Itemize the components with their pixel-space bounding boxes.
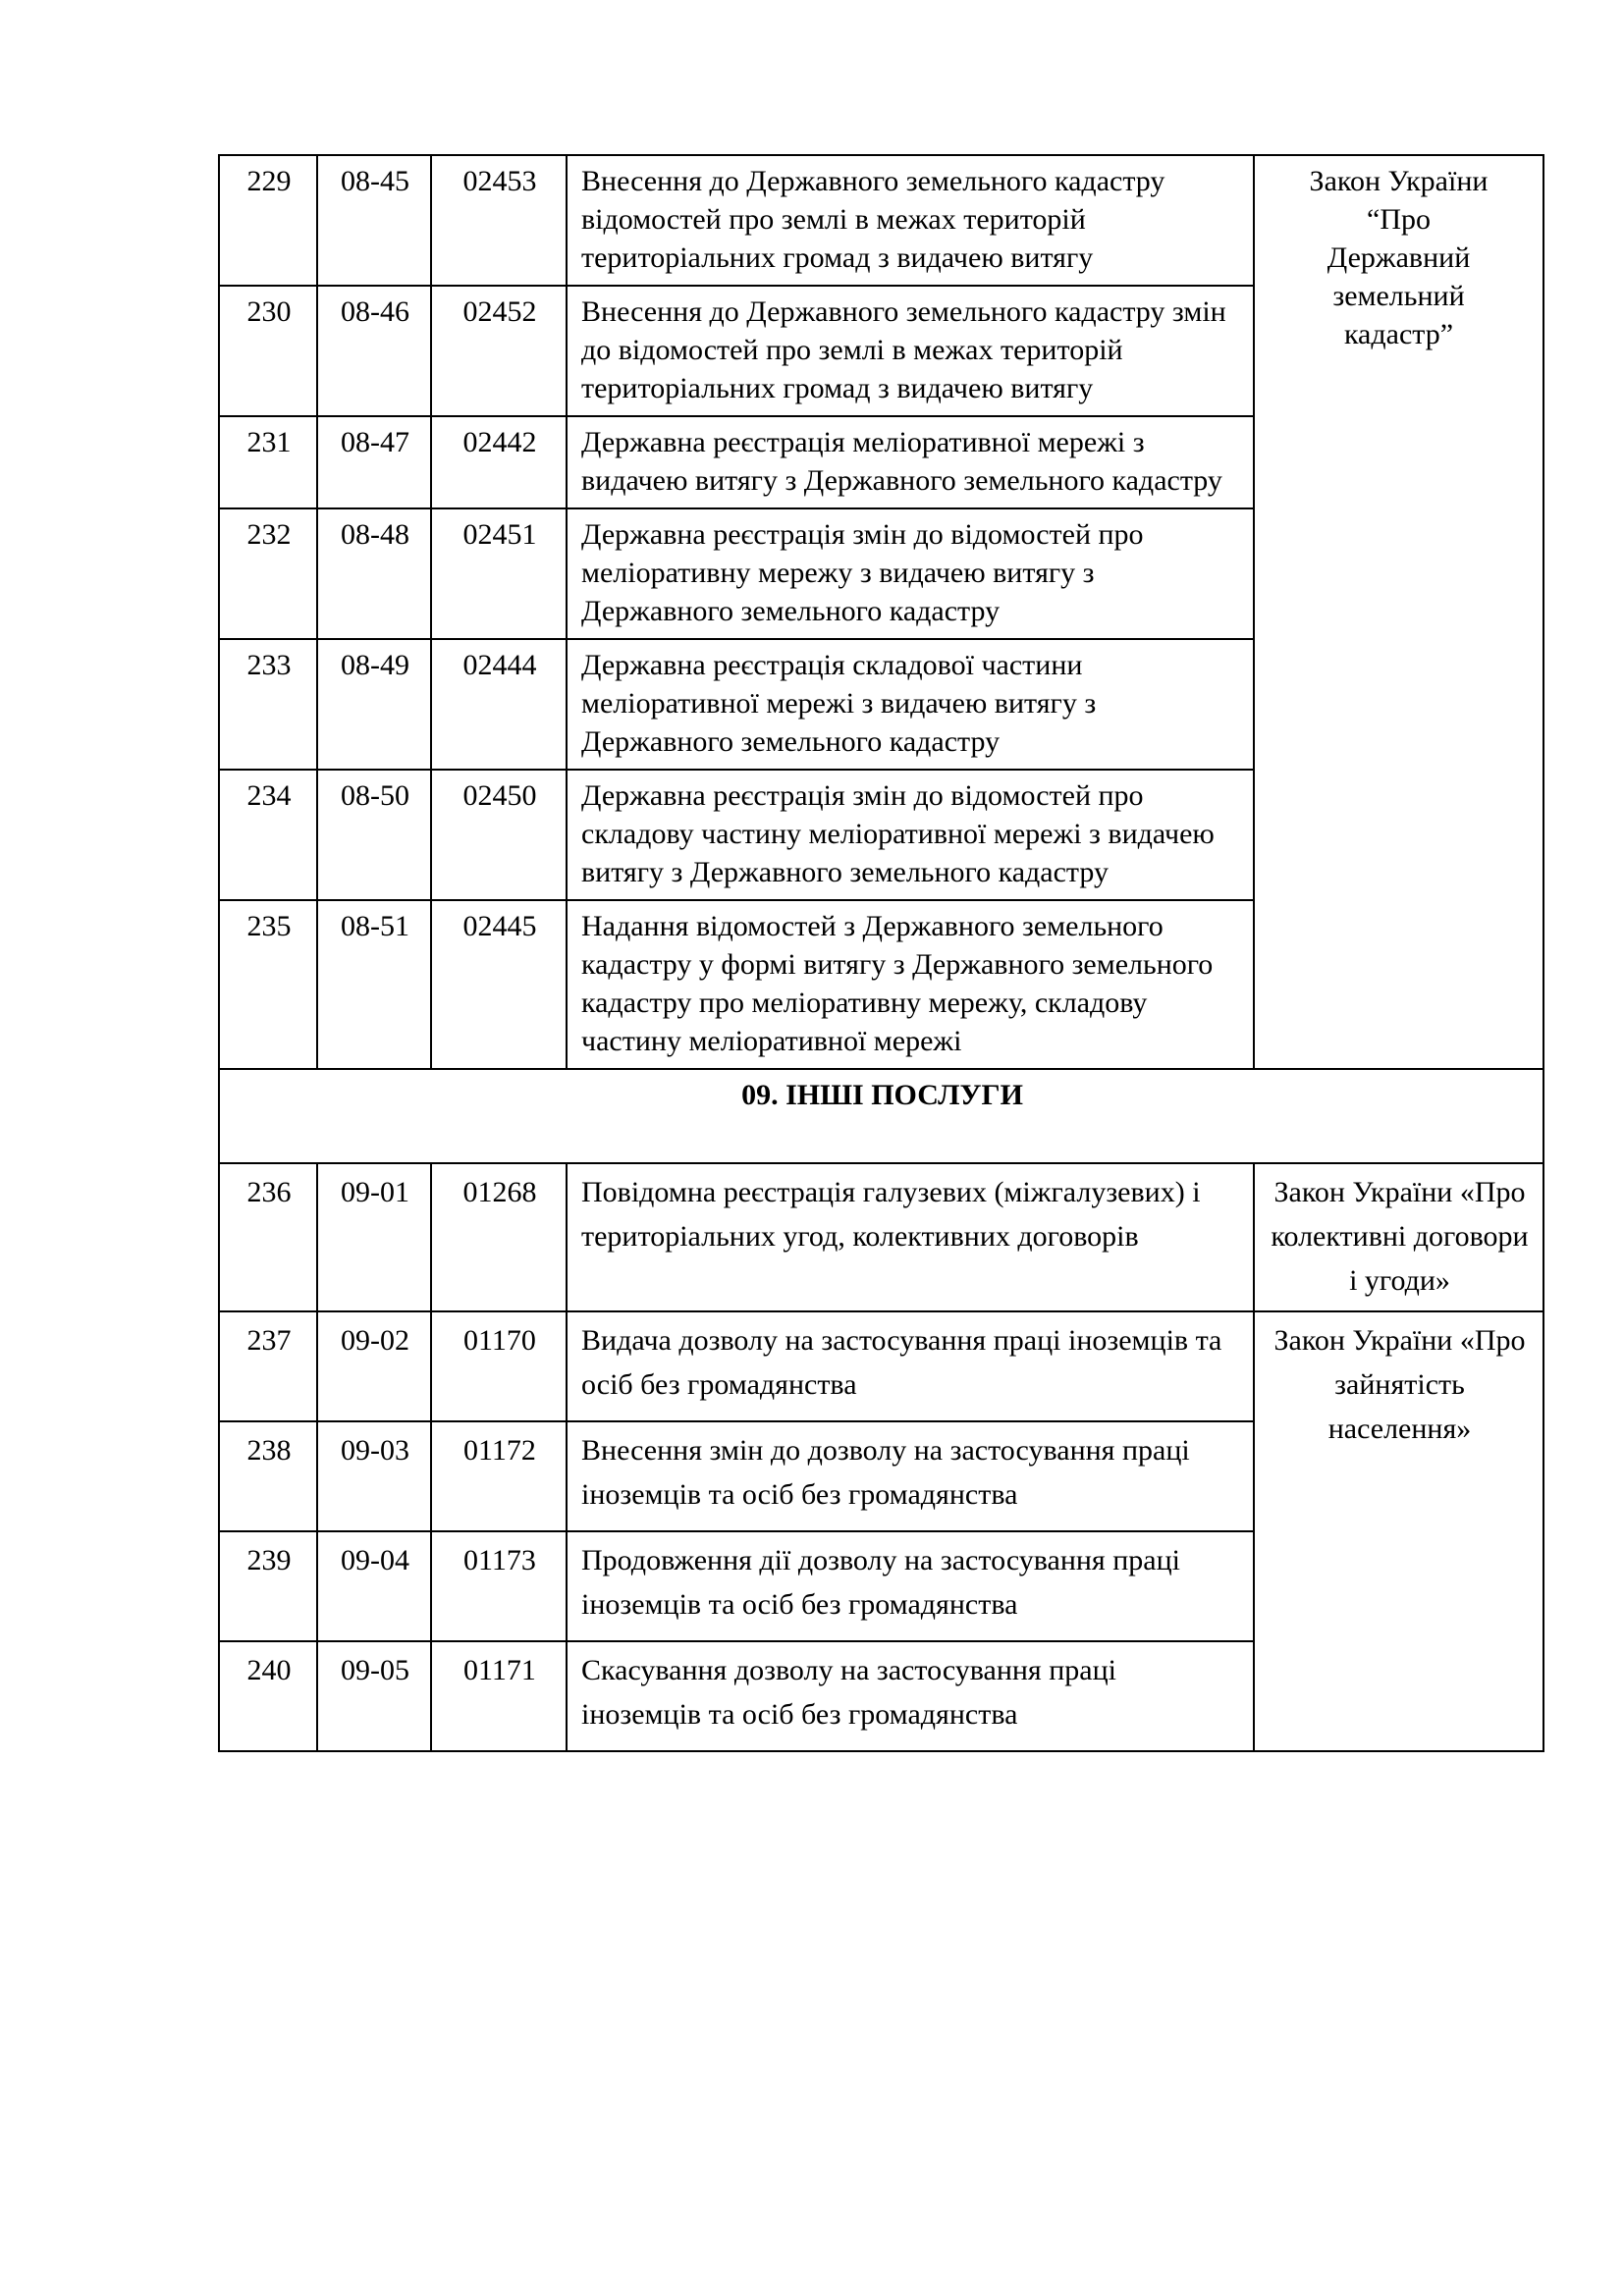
service-description: Продовження дії дозволу на застосування праці іноземців та осіб без громадянства bbox=[567, 1531, 1254, 1641]
row-number: 230 bbox=[219, 286, 317, 416]
service-description: Державна реєстрація змін до відомостей про меліоративну мережу з видачею витягу з Державного земельного кадастру bbox=[567, 508, 1254, 639]
service-id: 02445 bbox=[431, 900, 567, 1069]
service-id: 02453 bbox=[431, 155, 567, 286]
service-description: Державна реєстрація меліоративної мережі з видачею витягу з Державного земельного кадастру bbox=[567, 416, 1254, 508]
services-table bbox=[218, 154, 1544, 1752]
service-id: 01170 bbox=[431, 1311, 567, 1421]
table-row bbox=[219, 155, 1543, 286]
service-description: Державна реєстрація змін до відомостей про складову частину меліоративної мережі з видачею витягу з Державного земельного кадастру bbox=[567, 770, 1254, 900]
row-number: 234 bbox=[219, 770, 317, 900]
row-number: 238 bbox=[219, 1421, 317, 1531]
service-description: Видача дозволу на застосування праці іноземців та осіб без громадянства bbox=[567, 1311, 1254, 1421]
service-id: 02450 bbox=[431, 770, 567, 900]
service-description: Внесення до Державного земельного кадастру відомостей про землі в межах територій територіальних громад з видачею витягу bbox=[567, 155, 1254, 286]
service-id: 01173 bbox=[431, 1531, 567, 1641]
service-description: Скасування дозволу на застосування праці іноземців та осіб без громадянства bbox=[567, 1641, 1254, 1751]
service-code: 09-04 bbox=[317, 1531, 431, 1641]
service-id: 02451 bbox=[431, 508, 567, 639]
table-row bbox=[219, 1311, 1543, 1421]
row-number: 236 bbox=[219, 1163, 317, 1311]
service-description: Внесення змін до дозволу на застосування праці іноземців та осіб без громадянства bbox=[567, 1421, 1254, 1531]
service-code: 09-03 bbox=[317, 1421, 431, 1531]
service-code: 09-01 bbox=[317, 1163, 431, 1311]
service-description: Внесення до Державного земельного кадастру змін до відомостей про землі в межах територій територіальних громад з видачею витягу bbox=[567, 286, 1254, 416]
service-code: 08-47 bbox=[317, 416, 431, 508]
section-heading-row bbox=[219, 1069, 1543, 1163]
service-code: 08-51 bbox=[317, 900, 431, 1069]
service-code: 08-46 bbox=[317, 286, 431, 416]
table-row bbox=[219, 1163, 1543, 1311]
service-code: 08-49 bbox=[317, 639, 431, 770]
service-description: Повідомна реєстрація галузевих (міжгалузевих) і територіальних угод, колективних договорів bbox=[567, 1163, 1254, 1311]
row-number: 229 bbox=[219, 155, 317, 286]
service-code: 08-48 bbox=[317, 508, 431, 639]
service-id: 01172 bbox=[431, 1421, 567, 1531]
section-heading: 09. ІНШІ ПОСЛУГИ bbox=[219, 1069, 1543, 1163]
row-number: 237 bbox=[219, 1311, 317, 1421]
row-number: 235 bbox=[219, 900, 317, 1069]
service-id: 02444 bbox=[431, 639, 567, 770]
service-id: 01171 bbox=[431, 1641, 567, 1751]
service-code: 08-45 bbox=[317, 155, 431, 286]
row-number: 232 bbox=[219, 508, 317, 639]
row-number: 233 bbox=[219, 639, 317, 770]
service-description: Державна реєстрація складової частини меліоративної мережі з видачею витягу з Державного земельного кадастру bbox=[567, 639, 1254, 770]
service-code: 09-05 bbox=[317, 1641, 431, 1751]
row-number: 239 bbox=[219, 1531, 317, 1641]
service-id: 02442 bbox=[431, 416, 567, 508]
row-number: 240 bbox=[219, 1641, 317, 1751]
service-id: 02452 bbox=[431, 286, 567, 416]
service-code: 09-02 bbox=[317, 1311, 431, 1421]
service-id: 01268 bbox=[431, 1163, 567, 1311]
legal-basis: Закон України “Про Державний земельний кадастр” bbox=[1254, 155, 1543, 1069]
legal-basis: Закон України «Про колективні договори і угоди» bbox=[1254, 1163, 1543, 1311]
row-number: 231 bbox=[219, 416, 317, 508]
service-code: 08-50 bbox=[317, 770, 431, 900]
service-description: Надання відомостей з Державного земельного кадастру у формі витягу з Державного земельного кадастру про меліоративну мережу, складову частину меліоративної мережі bbox=[567, 900, 1254, 1069]
legal-basis: Закон України «Про зайнятість населення» bbox=[1254, 1311, 1543, 1751]
